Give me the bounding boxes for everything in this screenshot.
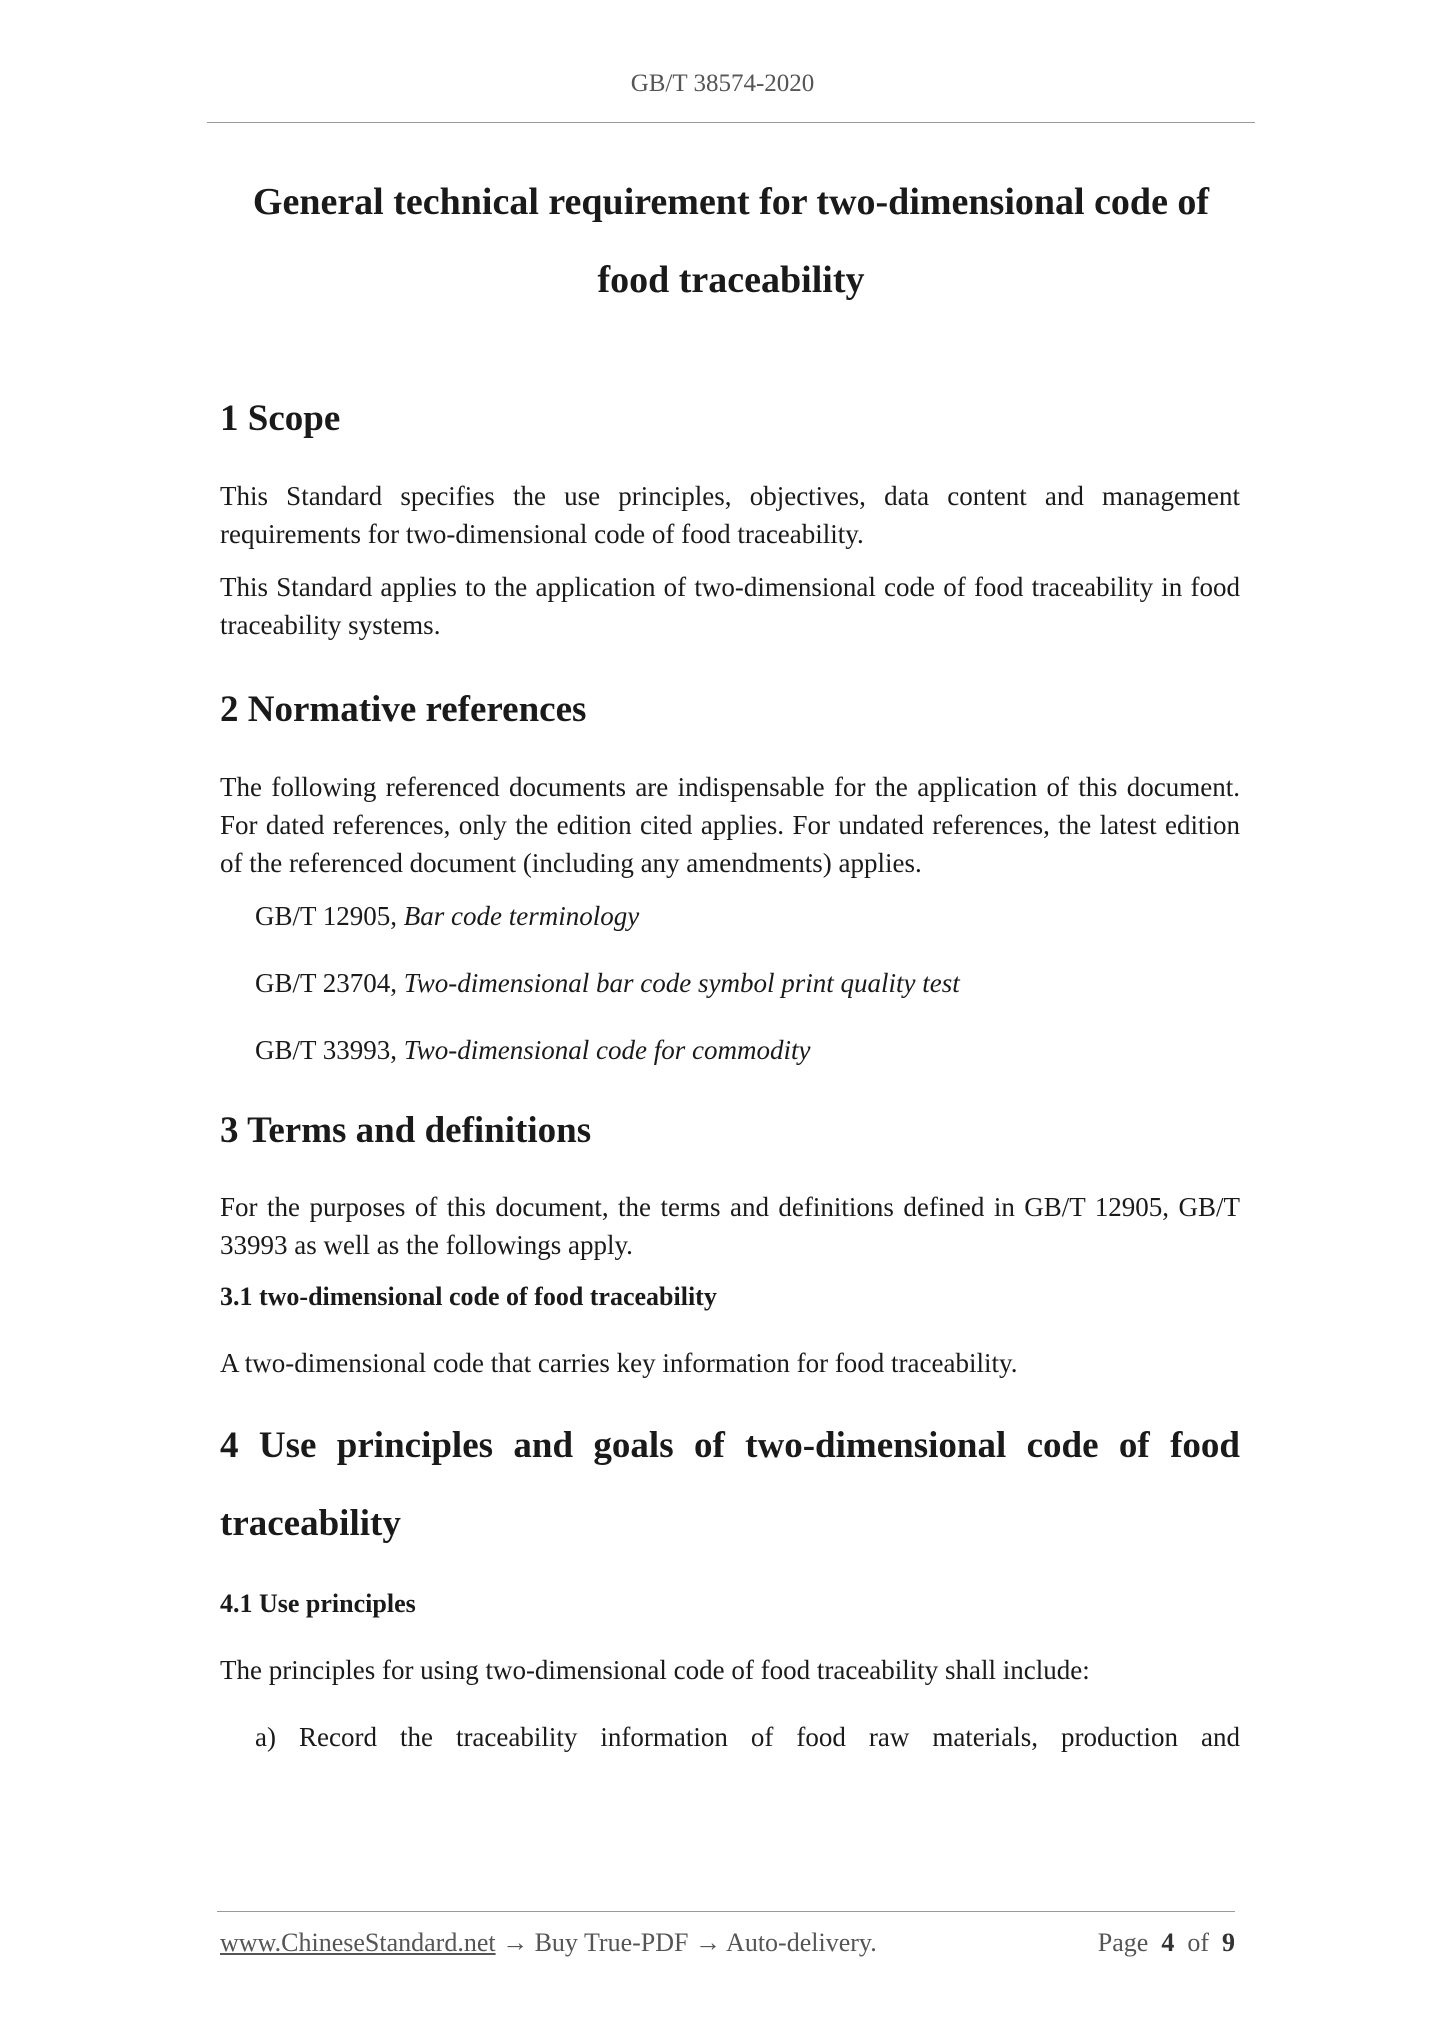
page-header: GB/T 38574-2020 <box>630 70 815 97</box>
page-label: Page <box>1097 1928 1149 1957</box>
list-item-a: a) Record the traceability information of food raw materials, production and <box>255 1722 1240 1752</box>
term-3-1-heading: 3.1 two-dimensional code of food traceability <box>220 1282 717 1311</box>
section-1-paragraph-2: This Standard applies to the application of two-dimensional code of food traceability in food traceability systems. <box>220 572 1240 640</box>
header-divider <box>207 122 1255 123</box>
page-footer <box>220 1928 1235 1958</box>
document-title-line-1: General technical requirement for two-dimensional code of <box>252 181 1210 223</box>
reference-item <box>255 964 1240 1002</box>
reference-title: Two-dimensional code for commodity <box>403 1035 811 1065</box>
reference-code: GB/T 23704, <box>255 968 398 998</box>
section-4-1-paragraph-1: The principles for using two-dimensional code of food traceability shall include: <box>220 1655 1090 1685</box>
section-3-paragraph-1: For the purposes of this document, the terms and definitions defined in GB/T 12905, GB/T 33993 as well as the followings apply. <box>220 1192 1240 1260</box>
reference-code: GB/T 33993, <box>255 1035 398 1065</box>
reference-item <box>255 1031 1240 1069</box>
section-1-paragraph-1: This Standard specifies the use principles, objectives, data content and management requirements for two-dimensional code of food traceability. <box>220 481 1240 549</box>
section-2-heading: 2 Normative references <box>220 689 587 730</box>
reference-title: Two-dimensional bar code symbol print quality test <box>403 968 960 998</box>
reference-title: Bar code terminology <box>403 901 640 931</box>
reference-code: GB/T 12905, <box>255 901 398 931</box>
section-3-heading: 3 Terms and definitions <box>220 1110 592 1151</box>
section-2-paragraph-1: The following referenced documents are indispensable for the application of this document. For dated references, only the edition cited applies. For undated references, the latest edition of the referenced document (including any amendments) applies. <box>220 772 1240 878</box>
page-of-label: of <box>1187 1928 1209 1957</box>
footer-promo-text: → Buy True-PDF → Auto-delivery. <box>495 1928 877 1957</box>
current-page: 4 <box>1161 1928 1175 1957</box>
footer-divider <box>217 1911 1235 1912</box>
document-body <box>220 395 1240 1756</box>
document-title <box>207 163 1255 319</box>
page-number <box>1098 1928 1235 1958</box>
subsection-4-1-heading: 4.1 Use principles <box>220 1589 416 1618</box>
total-pages: 9 <box>1222 1928 1235 1957</box>
document-title-line-2: food traceability <box>597 259 865 301</box>
website-link[interactable]: www.ChineseStandard.net <box>220 1928 496 1957</box>
section-4-heading: 4 Use principles and goals of two-dimensional code of food traceability <box>220 1425 1240 1544</box>
reference-item <box>255 897 1240 935</box>
term-3-1-definition: A two-dimensional code that carries key information for food traceability. <box>220 1348 1018 1378</box>
section-1-heading: 1 Scope <box>220 398 341 439</box>
